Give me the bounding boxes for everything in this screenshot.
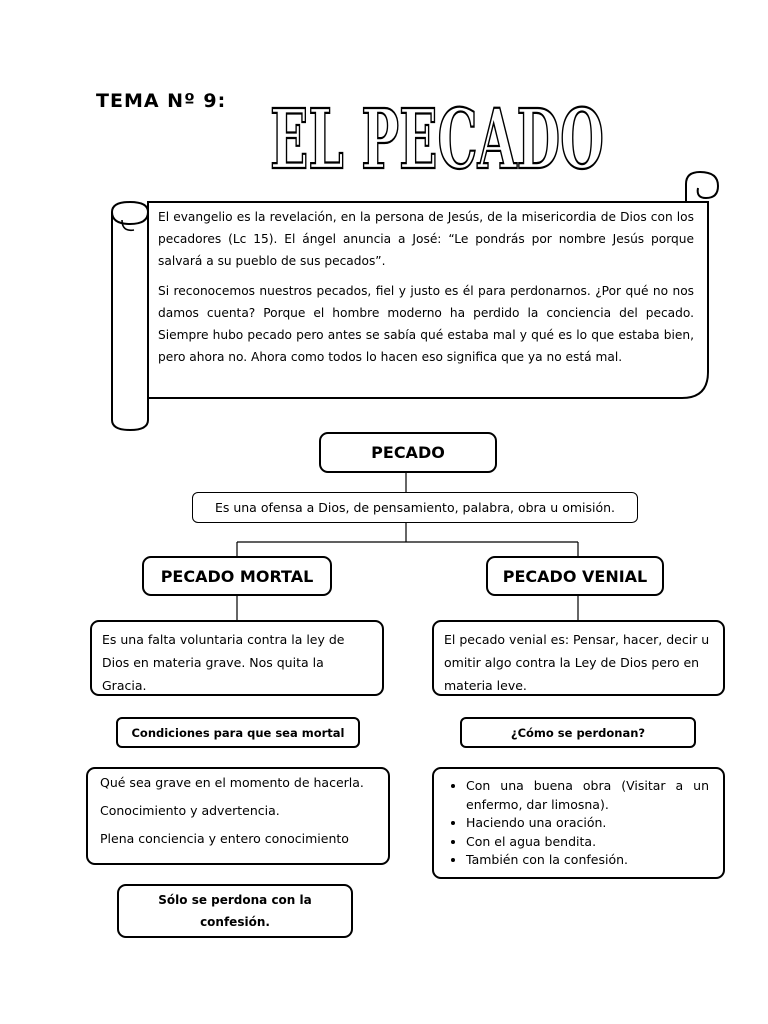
venial-heading: PECADO VENIAL	[502, 566, 648, 586]
venial-forgiveness-heading: ¿Cómo se perdonan?	[510, 725, 646, 740]
pecado-heading: PECADO	[371, 443, 445, 462]
mortal-forgiveness: Sólo se perdona con la confesión.	[158, 893, 312, 929]
pecado-definition-box	[192, 492, 638, 523]
page-title-text: EL PECADO	[270, 92, 604, 188]
intro-paragraph-2: Si reconocemos nuestros pecados, fiel y justo es él para perdonarnos. ¿Por qué no nos damos cuenta? Porque el hombre moderno ha perdido la conciencia del pecado. Siempre hubo pecado pero antes se sabía qué estaba mal y qué es lo que estaba bien, pero ahora no. Ahora como todos lo hacen eso significa que ya no está mal.	[158, 284, 694, 364]
mortal-forgiveness-box	[117, 884, 353, 938]
topic-label: TEMA Nº 9:	[96, 90, 227, 112]
mortal-definition: Es una falta voluntaria contra la ley de Dios en materia grave. Nos quita la Gracia.	[102, 632, 345, 693]
venial-way-4: • También con la confesión.	[466, 851, 709, 870]
mortal-heading: PECADO MORTAL	[160, 566, 314, 586]
venial-way-1: • Con una buena obra (Visitar a un enfermo, dar limosna).	[466, 777, 709, 814]
mortal-condition-3: Plena conciencia y entero conocimiento	[100, 831, 349, 846]
mortal-conditions-box	[86, 767, 390, 865]
venial-heading-box	[486, 556, 664, 596]
mortal-conditions-heading: Condiciones para que sea mortal	[131, 725, 345, 740]
pecado-heading-box	[319, 432, 497, 473]
venial-definition: El pecado venial es: Pensar, hacer, decir u omitir algo contra la Ley de Dios pero en materia leve.	[444, 632, 710, 693]
mortal-condition-2: Conocimiento y advertencia.	[100, 803, 280, 818]
mortal-definition-box	[90, 620, 384, 696]
mortal-condition-1: Qué sea grave en el momento de hacerla.	[100, 775, 364, 790]
venial-forgiveness-heading-box	[460, 717, 696, 748]
venial-way-3: • Con el agua bendita.	[466, 833, 709, 852]
pecado-definition: Es una ofensa a Dios, de pensamiento, palabra, obra u omisión.	[214, 500, 616, 515]
venial-ways-list	[434, 769, 723, 876]
venial-way-2: • Haciendo una oración.	[466, 814, 709, 833]
mortal-heading-box	[142, 556, 332, 596]
mortal-conditions-heading-box	[116, 717, 360, 748]
intro-paragraph-1: El evangelio es la revelación, en la persona de Jesús, de la misericordia de Dios con los pecadores (Lc 15). El ángel anuncia a José: “Le pondrás por nombre Jesús porque salvará a su pueblo de sus pecados”.	[158, 210, 694, 268]
venial-ways-box	[432, 767, 725, 879]
venial-definition-box	[432, 620, 725, 696]
